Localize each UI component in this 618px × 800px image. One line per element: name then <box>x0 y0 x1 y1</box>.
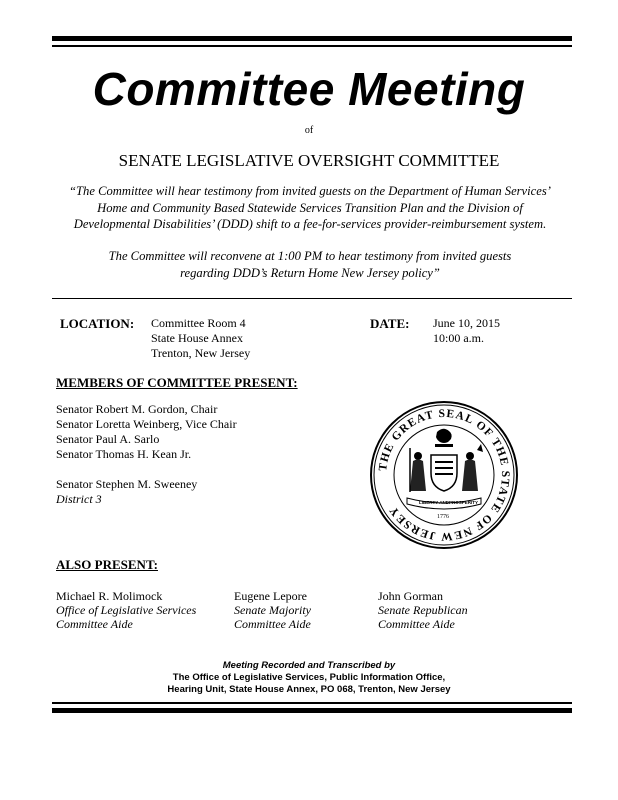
aide-gorman: John Gorman Senate Republican Committee Aide <box>378 589 468 631</box>
bottom-rule-thin <box>52 702 572 704</box>
page-title: Committee Meeting <box>92 63 526 115</box>
committee-name: SENATE LEGISLATIVE OVERSIGHT COMMITTEE <box>118 151 500 170</box>
list-item: Senator Thomas H. Kean Jr. <box>56 447 192 461</box>
location-label: LOCATION: <box>60 316 135 331</box>
top-rule-thick <box>52 36 572 41</box>
aide-molimock: Michael R. Molimock Office of Legislative Services Committee Aide <box>56 589 197 631</box>
list-item: Senator Paul A. Sarlo <box>56 432 160 446</box>
date-label: DATE: <box>370 316 410 331</box>
svg-text:THE GREAT SEAL OF THE STATE OF: THE GREAT SEAL OF THE STATE OF NEW JERSEY <box>377 407 512 543</box>
location-value: Committee Room 4 State House Annex Trenton, New Jersey <box>151 316 251 360</box>
meeting-description: “The Committee will hear testimony from invited guests on the Department of Human Services’ Home and Community Based Statewide Services Transition Plan and the Division of Developmental Disabilities’ (DDD) shift to a fee-for-services provider-reimbursement system. <box>69 184 551 231</box>
svg-text:LIBERTY AND: LIBERTY AND <box>419 500 450 505</box>
section-rule <box>52 298 572 299</box>
also-present-heading: ALSO PRESENT: <box>56 557 158 572</box>
top-rule-thin <box>52 45 572 47</box>
svg-text:PROSPERITY: PROSPERITY <box>449 500 479 505</box>
list-item: Senator Loretta Weinberg, Vice Chair <box>56 417 237 431</box>
transcription-credit: Meeting Recorded and Transcribed by The Office of Legislative Services, Public Information Office, Hearing Unit, State House Annex, PO 068, Trenton, New Jersey <box>167 660 451 695</box>
reconvene-note: The Committee will reconvene at 1:00 PM to hear testimony from invited guests regarding DDD’s Return Home New Jersey policy” <box>108 249 512 280</box>
state-seal-icon <box>369 400 519 550</box>
list-item: Senator Stephen M. Sweeney <box>56 477 198 491</box>
date-value: June 10, 2015 10:00 a.m. <box>433 316 500 345</box>
svg-text:1776: 1776 <box>437 514 449 520</box>
district-note: District 3 <box>56 492 102 506</box>
bottom-rule-thick <box>52 708 572 713</box>
members-list <box>56 402 237 507</box>
of-text: of <box>304 125 314 136</box>
list-item: Senator Robert M. Gordon, Chair <box>56 402 218 416</box>
aide-lepore: Eugene Lepore Senate Majority Committee Aide <box>234 589 311 631</box>
members-heading: MEMBERS OF COMMITTEE PRESENT: <box>56 375 298 390</box>
